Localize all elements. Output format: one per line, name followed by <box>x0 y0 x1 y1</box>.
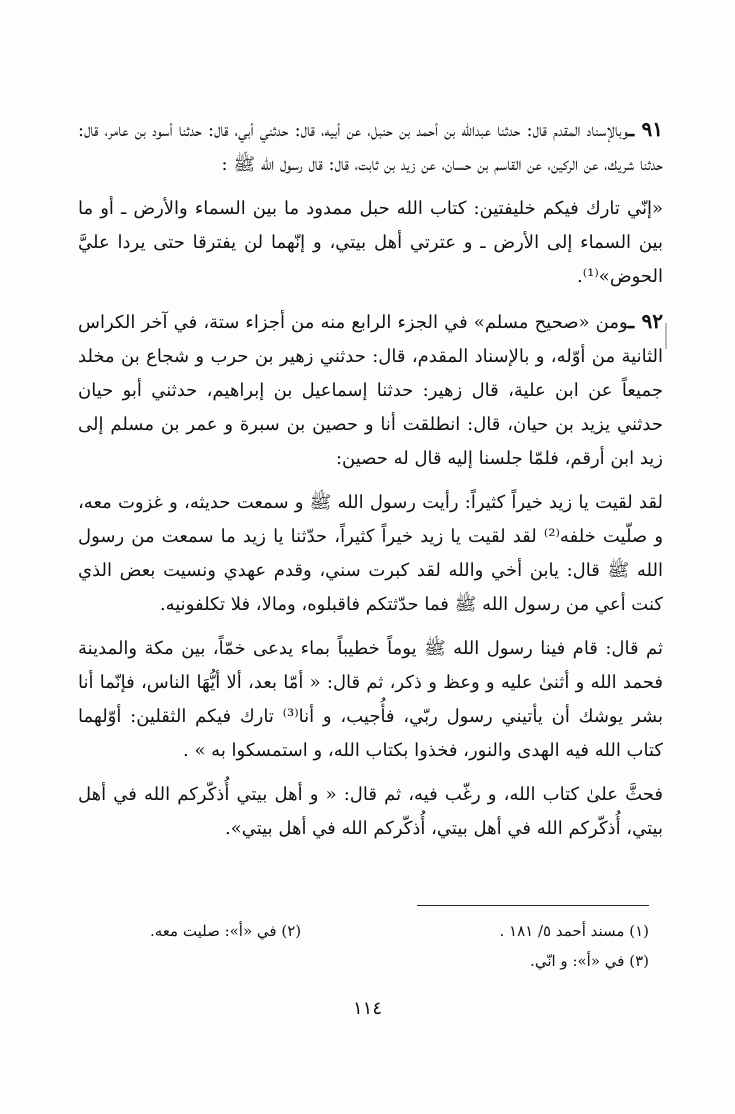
paragraph-4: ثم قال: قام فينا رسول الله ﷺ يوماً خطيباً بماء يدعى خمّاً، بين مكة والمدينة فحمد الله و أثنىٰ عليه و وعظ و ذكر، ثم قال: « أمّا بعد، ألا أيُّهَا الناس، فإنّما أنا بشر يوشك أن يأتيني رسول ربّي، فأُجيب، و أنا⁽³⁾ تارك فيكم الثقلين: أوّلهما كتاب الله فيه الهدى والنور، فخذوا بكتاب الله، و استمسكوا به » . <box>78 638 663 761</box>
footnote-divider <box>417 905 649 906</box>
hadith-91-quote: «إنّي تارك فيكم خليفتين: كتاب الله حبل ممدود ما بين السماء والأرض ـ أو ما بين السماء إلى الأرض ـ و عترتي أهل بيتي، و إنّهما لن يفترقا حتى يردا عليَّ الحوض»⁽¹⁾. <box>78 198 663 287</box>
paragraph-3: لقد لقيت يا زيد خيراً كثيراً: رأيت رسول الله ﷺ و سمعت حديثه، و غزوت معه، و صلّيت خلفه⁽²⁾ لقد لقيت يا زيد خيراً كثيراً، حدّثنا يا زيد ما سمعت من رسول الله ﷺ قال: يابن أخي والله لقد كبرت سني، وقدم عهدي ونسيت بعض الذي كنت أعي من رسول الله ﷺ فما حدّثتكم فاقبلوه، ومالا، فلا تكلفونيه. <box>78 492 664 615</box>
hadith-91-text: وبالإسناد المقدم قال: حدثنا عبدالله بن أحمد بن حنبل، عن أبيه، قال: حدثني أبي، قال: حدثنا أسود بن عامر، قال: حدثنا شريك، عن الركين، عن القاسم بن حسان، عن زيد بن ثابت، قال: قال رسول الله ﷺ : <box>78 120 663 175</box>
hadith-92 <box>78 304 663 476</box>
hadith-91 <box>78 112 663 182</box>
footnotes-row <box>150 922 649 940</box>
footnote-2: (٢) في «أ»: صليت معه. <box>150 922 302 940</box>
hadith-number-91: ٩١ ـ <box>628 117 663 141</box>
hadith-number-92: ٩٢ ـ <box>628 309 663 333</box>
footnote-3: (٣) في «أ»: و انّي. <box>530 952 649 970</box>
page-number: ١١٤ <box>352 998 382 1019</box>
hadith-92-text: ومن «صحيح مسلم» في الجزء الرابع منه من أجزاء ستة، في آخر الكراس الثانية من أوّله، و بالإسناد المقدم، قال: حدثني زهير بن حرب و شجاع بن مخلد جميعاً عن ابن علية، قال زهير: حدثنا إسماعيل بن إبراهيم، حدثني أبو حيان حدثني يزيد بن حيان، قال: انطلقت أنا و حصين بن سبرة و عمر بن مسلم إلى زيد ابن أرقم، فلمّا جلسنا إليه قال له حصين: <box>78 312 663 469</box>
footnote-1: (١) مسند أحمد ٥/ ١٨١ . <box>499 922 649 940</box>
paragraph-5: فحثَّ علىٰ كتاب الله، و رغّب فيه، ثم قال: « و أهل بيتي أُذكّركم الله في أهل بيتي، أُذكّركم الله في أهل بيتي، أُذكّركم الله في أهل بيتي». <box>78 784 663 839</box>
margin-mark <box>665 323 667 349</box>
